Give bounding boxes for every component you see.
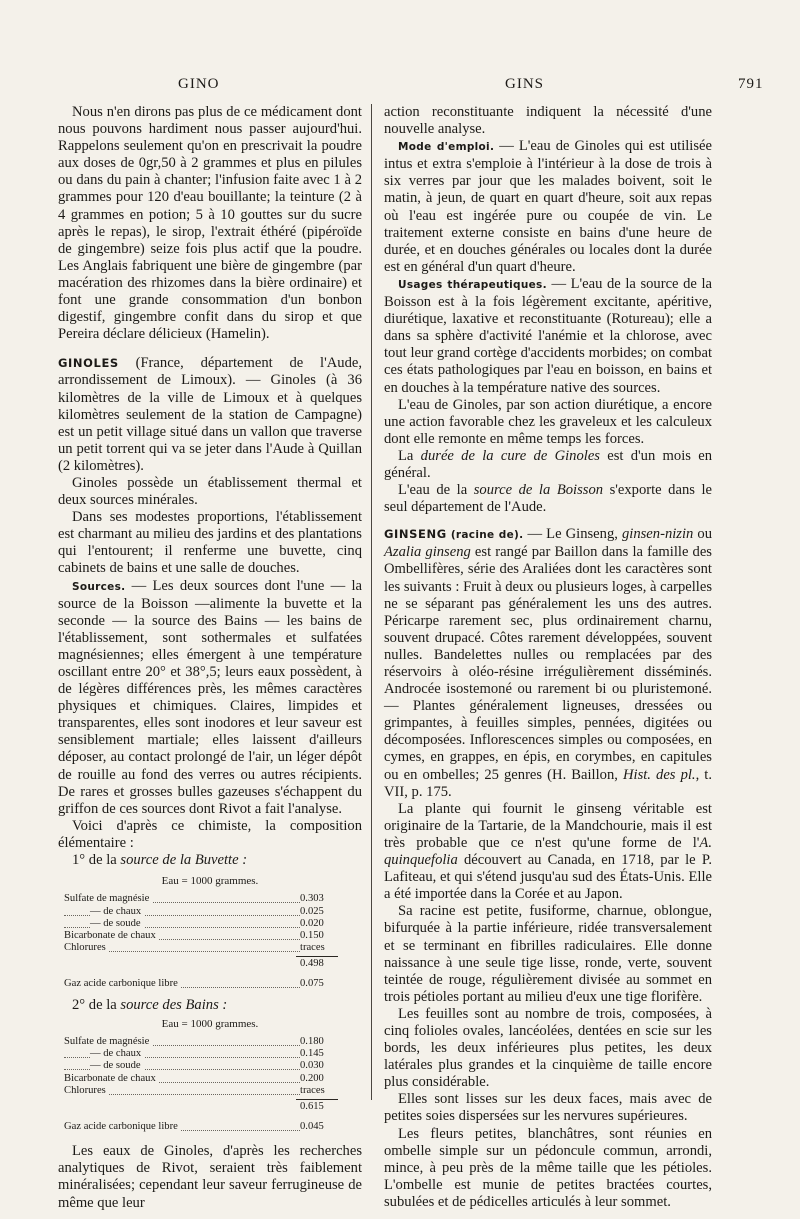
composition-table-buvette	[58, 875, 362, 991]
column-divider	[371, 104, 372, 1100]
headword-ginoles: GINOLES	[58, 356, 119, 371]
paragraph-composition: Voici d'après ce chimiste, la composition élémentaire :	[58, 817, 362, 851]
row-value: traces	[300, 942, 325, 954]
table-row	[58, 1085, 362, 1097]
row-value: 0.020	[300, 917, 324, 929]
ginseng-text: , t. VII, p. 175.	[384, 766, 713, 800]
duree-title: durée de la cure de Ginoles	[420, 447, 600, 464]
table-row	[58, 942, 362, 954]
paragraph-etablissement: Ginoles possède un établissement thermal et deux sources minérales.	[58, 474, 362, 509]
table-caption: Eau = 1000 grammes.	[161, 1017, 259, 1030]
table-gas-row	[58, 978, 362, 990]
table-row	[58, 1060, 362, 1072]
export-tail: s'exporte dans le seul département de l'Aude.	[384, 482, 713, 516]
row-label: — de soude	[90, 918, 144, 929]
paragraph-mode-emploi	[384, 138, 712, 276]
table-row	[58, 1048, 362, 1060]
row-value: traces	[300, 1084, 325, 1096]
entry-ginseng	[384, 526, 712, 801]
table-row	[58, 893, 362, 905]
running-head-left: GINO	[178, 76, 220, 92]
paragraph-lisses: Elles sont lisses sur les deux faces, mais avec de petites soies dispersées sur les nervures supérieures.	[384, 1091, 712, 1125]
row-label: Sulfate de magnésie	[64, 1036, 152, 1047]
subheading-sources: Sources.	[72, 580, 126, 593]
table-gas-row	[58, 1121, 362, 1133]
paragraph-description: Dans ses modestes proportions, l'établissement est charmant au milieu des jardins et des plantations qui l'entourent; il renferme une buvette, cinq cabinets de bains et une salle de douches.	[58, 509, 362, 577]
row-label: Chlorures	[64, 1085, 109, 1096]
table-total: 0.615	[300, 1100, 324, 1112]
table-row	[58, 918, 362, 930]
row-value: 0.030	[300, 1060, 324, 1072]
paragraph-sources	[58, 578, 362, 818]
gas-label: Gaz acide carbonique libre	[64, 1121, 181, 1132]
bains-lead: 2° de la	[72, 996, 121, 1013]
table-total: 0.498	[300, 958, 324, 970]
row-value: 0.145	[300, 1048, 324, 1060]
table-row	[58, 1036, 362, 1048]
row-label: — de soude	[90, 1060, 144, 1071]
subheading-usages: Usages thérapeutiques.	[398, 278, 547, 291]
heading-bains	[58, 997, 362, 1014]
paragraph-continuation: action reconstituante indiquent la nécessité d'une nouvelle analyse.	[384, 104, 712, 138]
page-number: 791	[738, 76, 764, 92]
mode-emploi-text: — L'eau de Ginoles qui est utilisée intus et extra s'emploie à l'intérieur à la dose de trois à six verres par jour que les malades boivent, soit le matin, à jeun, de quart en quart d'heure, soit aux repas où l'eau est ingérée pure ou coupée de vin. Le traitement externe consiste en bains d'une heure de durée, et en douches générales ou locales dont la durée est en général d'un quart d'heure.	[384, 138, 712, 275]
row-value: 0.200	[300, 1072, 324, 1084]
export-lead: L'eau de la	[398, 482, 474, 499]
row-value: 0.150	[300, 929, 324, 941]
paragraph-usages	[384, 276, 712, 397]
row-label: — de chaux	[90, 1048, 144, 1059]
buvette-lead: 1° de la	[72, 852, 121, 869]
headword-ginseng-sub: (racine de).	[450, 529, 524, 542]
running-head-center: GINS	[505, 76, 545, 92]
paragraph-export	[384, 482, 712, 516]
duree-tail: est d'un mois en général.	[384, 447, 712, 481]
running-head	[0, 76, 800, 96]
paragraph-plante	[384, 801, 712, 904]
left-column	[58, 104, 362, 1212]
row-value: 0.303	[300, 893, 324, 905]
ginseng-text: ou	[693, 526, 713, 543]
ginseng-italic: ginsen-nizin	[621, 526, 694, 543]
paragraph-fleurs: Les fleurs petites, blanchâtres, sont réunies en ombelle simple sur un pédoncule commun, arrondi, mince, à peu près de la même taille que les pétioles. L'ombelle est munie de petites bractées courtes, subulées et de pédicelles articulés à leur sommet.	[384, 1125, 712, 1210]
heading-buvette	[58, 852, 362, 869]
gas-label: Gaz acide carbonique libre	[64, 978, 181, 989]
table-row	[58, 906, 362, 918]
row-label: Bicarbonate de chaux	[64, 1073, 159, 1084]
plante-text: découvert au Canada, en 1718, par le P. Lafiteau, et qui s'étend jusqu'au sud des États-Unis. Elle a été importée dans la Corée et au Japon.	[384, 852, 712, 903]
ginseng-italic: Azalia ginseng	[384, 544, 471, 561]
usages-text: — L'eau de la source de la Boisson est à la fois légèrement excitante, apéritive, diurétique, laxative et reconstituante (Rotureau); elle a dans sa sphère d'activité l'anémie et la chlorose, avec tout leur grand cortège d'accidents morbides; on combat ces états pathologiques par l'eau en boisson, en bains et en douches à la température native des sources.	[384, 275, 712, 396]
entry-ginoles-text: (France, département de l'Aude, arrondissement de Limoux). — Ginoles (à 36 kilomètres de la ville de Limoux et à quelques kilomètres seulement de la station de Campagne) est un petit village situé dans un vallon que traverse un petit torrent qui va se jeter dans l'Aude à Quillan (2 kilomètres).	[58, 355, 362, 474]
right-column	[384, 104, 712, 1211]
export-title: source de la Boisson	[473, 482, 604, 499]
bains-title: source des Bains :	[120, 996, 228, 1013]
row-label: Bicarbonate de chaux	[64, 930, 159, 941]
ginseng-italic: Hist. des pl.	[622, 766, 696, 783]
entry-ginoles	[58, 355, 362, 475]
table-total-row	[58, 958, 362, 970]
table-total-row	[58, 1101, 362, 1113]
plante-italic: A. quinquefolia	[384, 834, 712, 869]
sources-text: — Les deux sources dont l'une — la source de la Boisson —alimente la buvette et la seconde — la source des Bains — les bains de l'établissement, sont sothermales et sulfatées magnésiennes; elles émergent à une température oscillant entre 20° et 38°,5; leurs eaux possèdent, à de légères différences près, les mêmes caractères physiques et chimiques. Claires, limpides et transparentes, elles sont inodores et leur saveur est sensiblement martiale; elles laissent d'ailleurs déposer, au contact prolongé de l'air, un léger dépôt de rouille au fond des verres ou autres récipients. De rares et grosses bulles gazeuses s'échappent du griffon de ces sources dont Rivot a fait l'analyse.	[58, 577, 362, 817]
row-label: Sulfate de magnésie	[64, 893, 152, 904]
table-row	[58, 1073, 362, 1085]
row-label: — de chaux	[90, 906, 144, 917]
table-caption: Eau = 1000 grammes.	[161, 875, 259, 888]
row-label: Chlorures	[64, 942, 109, 953]
paragraph-duree	[384, 448, 712, 482]
row-value: 0.180	[300, 1035, 324, 1047]
paragraph-diuretique: L'eau de Ginoles, par son action diurétique, a encore une action favorable chez les graveleux et les calculeux dont elle remonte en même temps les forces.	[384, 396, 712, 447]
buvette-title: source de la Buvette :	[120, 852, 248, 869]
plante-text: La plante qui fournit le ginseng véritable est originaire de la Tartarie, de la Mandchourie, mais il est très probable que ce n'est qu'une forme de l'	[384, 800, 712, 851]
ginseng-text: — Le Ginseng,	[523, 526, 622, 543]
duree-lead: La	[398, 447, 421, 464]
row-value: 0.025	[300, 905, 324, 917]
paragraph-intro: Nous n'en dirons pas plus de ce médicament dont nous pouvons hardiment nous passer aujourd'hui. Rappelons seulement qu'on en prescrivait la poudre aux doses de 0gr,50 à 2 grammes et plus en pilules ou dans du pain à chanter; l'infusion faite avec 1 à 2 grammes pour 120 d'eau bouillante; la teinture (2 à 4 grammes en potion; 5 à 10 gouttes sur du sucre après le repas), le sirop, l'extrait éthéré (pipéroïde de gingembre) seize fois plus actif que la poudre. Les Anglais fabriquent une bière de gingembre (par macération des rhizomes dans la bière ordinaire) et font une grande consommation d'un bonbon digestif, gingembre confit dans du sirop et que Pereira déclare délicieux (Hamelin).	[58, 104, 362, 343]
headword-ginseng: GINSENG	[384, 527, 447, 542]
gas-value: 0.045	[300, 1121, 324, 1133]
gas-value: 0.075	[300, 978, 324, 990]
subheading-mode-emploi: Mode d'emploi.	[398, 141, 495, 154]
table-row	[58, 930, 362, 942]
composition-table-bains	[58, 1018, 362, 1134]
paragraph-final: Les eaux de Ginoles, d'après les recherches analytiques de Rivot, seraient très faiblement minéralisées; cependant leur saveur ferrugineuse de même que leur	[58, 1143, 362, 1211]
ginseng-text: est rangé par Baillon dans la famille des Ombellifères, série des Araliées dont les caractères sont les suivants : Fruit à deux ou plusieurs loges, à carpelles ne se séparant pas généralement les uns des autres. Péricarpe rarement sec, plus ordinairement charnu, souvent drupacé. Côtes rarement développées, souvent nulles. Bandelettes nulles ou remplacées par des réservoirs à oléo-résine irrégulièrement disséminés. Androcée isostemoné ou rarement bi ou pluristemoné. — Plantes généralement ligneuses, dressées ou grimpantes, à feuilles simples, pennées, digitées ou décomposées. Inflorescences simples ou composées, en cymes, en grappes, en épis, en corymbes, en capitules ou en ombelles; 25 genres (H. Baillon,	[384, 544, 712, 783]
paragraph-racine: Sa racine est petite, fusiforme, charnue, oblongue, bifurquée à la partie inférieure, ridée transversalement et se terminant en fibrilles radiculaires. Elle donne naissance à une seule tige lisse, ronde, verte, souvent teintée de rouge, régulièrement divisée au sommet en trois pétioles portant au milieu d'eux une tige florifère.	[384, 903, 712, 1005]
paragraph-feuilles: Les feuilles sont au nombre de trois, composées, à cinq folioles ovales, lancéolées, dentées en scie sur les bords, les deux inférieures plus petites, les deux latérales plus grandes et la cinquième de taille encore plus considérable.	[384, 1005, 712, 1091]
